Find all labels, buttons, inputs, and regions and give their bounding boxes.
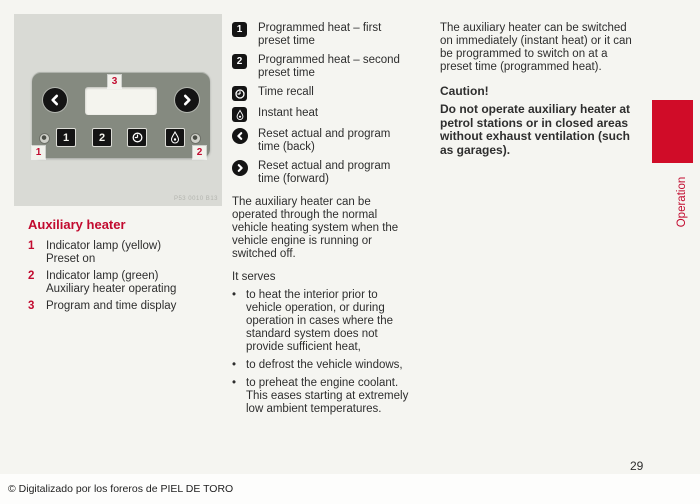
item-number: 2 bbox=[28, 270, 35, 282]
legend-row: Reset actual and program time (back) bbox=[232, 128, 428, 154]
legend-row: Instant heat bbox=[232, 107, 428, 122]
legend-row: Time recall bbox=[232, 86, 428, 101]
body-paragraph: The auxiliary heater can be operated through the normal vehicle heating system when the vehicle engine is running or switched off. bbox=[232, 196, 399, 260]
legend-row: 1 Programmed heat – first preset time bbox=[232, 22, 428, 48]
control-panel-photo bbox=[14, 14, 222, 206]
flame-icon bbox=[169, 131, 181, 144]
footer-band bbox=[0, 474, 700, 504]
photo-caption: P53 0010 B13 bbox=[173, 196, 218, 202]
ref-label-yellow-lamp: 1 bbox=[32, 146, 45, 159]
legend-row: 2 Programmed heat – second preset time bbox=[232, 54, 428, 80]
caution-heading: Caution! bbox=[440, 84, 489, 98]
reset-forward-button bbox=[175, 88, 199, 112]
list-item bbox=[28, 240, 223, 266]
reset-back-button bbox=[43, 88, 67, 112]
time-recall-button bbox=[127, 128, 147, 147]
auxiliary-heater-control-panel bbox=[32, 72, 210, 158]
right-column bbox=[440, 22, 634, 157]
list-item bbox=[28, 270, 223, 296]
arrow-forward-icon bbox=[232, 160, 258, 176]
item-text: Indicator lamp (yellow) Preset on bbox=[46, 240, 162, 265]
item-text: Program and time display bbox=[46, 300, 177, 312]
item-number: 3 bbox=[28, 300, 35, 312]
preset-2-button-icon: 2 bbox=[232, 54, 258, 69]
yellow-indicator-lamp bbox=[40, 134, 49, 143]
preset-1-button-icon: 1 bbox=[232, 22, 258, 37]
chevron-left-icon bbox=[48, 93, 62, 107]
left-column bbox=[28, 218, 223, 317]
body-paragraph: It serves bbox=[232, 271, 276, 283]
bullet-item: • to preheat the engine coolant. This eases starting at extremely low ambient temperatures. bbox=[232, 377, 409, 415]
bullet-item: • to heat the interior prior to vehicle operation, or during operation in cases where the standard system does not provide sufficient heat, bbox=[232, 289, 394, 353]
chevron-right-icon bbox=[180, 93, 194, 107]
list-item bbox=[28, 300, 223, 313]
bullet-item: • to defrost the vehicle windows, bbox=[232, 359, 403, 371]
legend-row: Reset actual and program time (forward) bbox=[232, 160, 428, 186]
page-number: 29 bbox=[630, 459, 644, 473]
body-paragraph: The auxiliary heater can be switched on immediately (instant heat) or it can be programmed to switch on at a preset time (programmed heat). bbox=[440, 22, 632, 73]
digitization-credit: © Digitalizado por los foreros de PIEL DE TORO bbox=[8, 483, 234, 495]
preset-1-button: 1 bbox=[56, 128, 76, 147]
program-time-display bbox=[85, 87, 157, 115]
time-recall-icon bbox=[232, 86, 258, 101]
instant-heat-button bbox=[165, 128, 185, 147]
ref-label-green-lamp: 2 bbox=[193, 146, 206, 159]
instant-heat-flame-icon bbox=[232, 107, 258, 122]
caution-body: Do not operate auxiliary heater at petrol stations or in closed areas without exhaust ventilation (such as garages). bbox=[440, 102, 631, 157]
section-heading: Auxiliary heater bbox=[28, 217, 126, 232]
button-legend bbox=[232, 22, 428, 186]
bullet-marker: • bbox=[232, 359, 237, 371]
section-tab bbox=[652, 100, 693, 163]
arrow-back-icon bbox=[232, 128, 258, 144]
bullet-marker: • bbox=[232, 377, 237, 389]
item-number: 1 bbox=[28, 240, 35, 252]
bullet-marker: • bbox=[232, 289, 237, 301]
ref-label-display: 3 bbox=[108, 75, 121, 88]
item-text: Indicator lamp (green) Auxiliary heater operating bbox=[46, 270, 177, 295]
section-tab-label: Operation bbox=[676, 176, 688, 228]
green-indicator-lamp bbox=[191, 134, 200, 143]
middle-column bbox=[232, 22, 428, 416]
clock-icon bbox=[131, 131, 144, 144]
preset-2-button: 2 bbox=[92, 128, 112, 147]
